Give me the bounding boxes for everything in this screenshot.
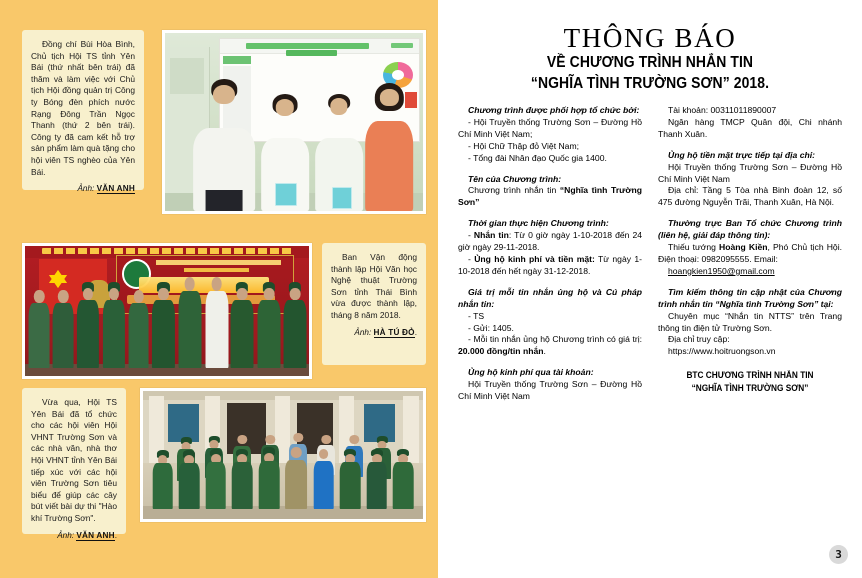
caption-text-1: Đồng chí Bùi Hòa Bình, Chủ tịch Hội TS tỉnh Yên Bái (thứ nhất bên trái) đã thăm và làm việc với Chủ tịch Hội đồng quản trị Công ty Bóng đèn phích nước Rạng Đông Trần Ngọc Thanh (thứ 2 bên trái). Công ty đã cam kết hỗ trợ sản phẩm làm quà tặng cho hội viên TS nghèo của Yên Bái.: [31, 39, 135, 177]
veteran-uniform: [232, 462, 253, 509]
email-link-text[interactable]: hoangkien1950@gmail.com: [668, 265, 775, 276]
attendee: [229, 282, 255, 368]
section-heading: Giá trị mỗi tin nhắn ủng hộ và Cú pháp nhắn tin:: [458, 286, 642, 309]
body-paragraph: Chuyên mục “Nhắn tin NTTS” trên Trang thông tin điện tử Trường Sơn.: [658, 310, 842, 333]
announcement-column-left: [458, 105, 642, 403]
caption-box-2: [322, 243, 426, 365]
credit-label-1: Ảnh:: [77, 184, 95, 194]
attendee: [28, 290, 51, 368]
body-text: Chương trình nhắn tin: [468, 185, 560, 196]
attendee-white-shirt: [205, 291, 228, 368]
section-heading: Thường trực Ban Tổ chức Chương trình (liên hệ, giải đáp thông tin):: [658, 218, 842, 241]
body-paragraph: Địa chỉ: Tầng 5 Tòa nhà Binh đoàn 12, số 475 đường Nguyễn Trãi, Thanh Xuân, Hà Nội.: [658, 185, 842, 208]
attendee-head: [184, 277, 195, 291]
veteran-uniform: [393, 462, 414, 509]
veteran-light-uniform: [285, 460, 307, 509]
attendee-uniform: [53, 303, 74, 369]
announcement-title: THÔNG BÁO: [563, 23, 737, 53]
attendee-uniform: [283, 300, 306, 369]
attendee-head: [34, 290, 44, 303]
body-paragraph: - Tổng đài Nhân đạo Quốc gia 1400.: [468, 152, 607, 163]
body-paragraph: https://www.hoitruongson.vn: [668, 346, 776, 357]
veteran: [258, 447, 280, 508]
announcement-subtitle-line-1: VỀ CHƯƠNG TRÌNH NHẮN TIN: [546, 54, 754, 72]
body-paragraph: - TS: [468, 310, 485, 321]
attendee: [204, 277, 230, 368]
announcement-subtitle-line-2: “NGHĨA TÌNH TRƯỜNG SƠN” 2018.: [530, 75, 770, 93]
body-text: : Từ 0 giờ ngày 1-10-2018 đến 24 giờ ngày 29-11-2018.: [458, 230, 643, 253]
screen-title-bar: [246, 43, 369, 49]
section-heading: Ủng hộ tiền mặt trực tiếp tại địa chỉ:: [668, 149, 815, 160]
body-text: .: [543, 346, 546, 357]
body-paragraph: Ngân hàng TMCP Quân đội, Chi nhánh Thanh Xuân.: [658, 116, 842, 139]
photo-1: [162, 30, 426, 214]
body-paragraph: Hội Truyền thống Trường Sơn – Đường Hồ Chí Minh Việt Nam: [458, 379, 642, 402]
body-emphasis: Hoàng Kiền: [719, 242, 768, 253]
body-text: - Mỗi tin nhắn ủng hộ Chương trình có giá trị:: [468, 334, 642, 345]
body-text: Từ ngày 1-10-2018 đến hết ngày 31-12-2018.: [458, 253, 642, 276]
veteran: [205, 449, 227, 509]
credit-label-2: Ảnh:: [354, 327, 372, 337]
attendee-head: [58, 290, 68, 303]
body-paragraph: [458, 254, 642, 278]
veteran-head: [294, 433, 303, 442]
page-number-badge: 3: [829, 545, 848, 564]
photo-3: [140, 388, 426, 522]
signature-line-2: “NGHĨA TÌNH TRƯỜNG SƠN”: [691, 382, 809, 393]
signature-line-1: BTC CHƯƠNG TRÌNH NHẮN TIN: [686, 370, 814, 381]
veteran: [312, 449, 334, 509]
veteran: [178, 450, 200, 509]
person-2-head: [276, 99, 294, 115]
attendee-uniform: [103, 300, 125, 369]
body-text: , Phó Chủ tịch Hội. Điện thoại: 0982095555. Email:: [658, 242, 842, 264]
person-2: [258, 94, 312, 211]
body-text: -: [468, 230, 474, 241]
credit-name-1: VĂN ANH: [96, 184, 135, 194]
body-paragraph: - Hội Chữ Thập đỏ Việt Nam;: [468, 140, 579, 151]
body-paragraph: [458, 230, 642, 254]
photo-credit-1: [31, 184, 135, 193]
veteran-uniform: [205, 462, 226, 509]
body-text: -: [468, 253, 475, 264]
caption-box-3: [22, 388, 126, 540]
veteran-uniform: [152, 463, 173, 509]
person-3-gift-box: [332, 187, 352, 209]
banner-line-2: [184, 268, 249, 272]
caption-text-2: Ban Vận động thành lập Hội Văn học Nghệ thuật Trường Sơn tỉnh Thái Bình vừa được thành lập, tháng 8 năm 2018.: [331, 252, 417, 320]
veteran-uniform: [366, 462, 387, 509]
photo-block-2: [22, 243, 426, 383]
attendee-uniform: [128, 303, 149, 369]
person-2-gift-box: [275, 183, 297, 206]
photo-1-scene: [165, 33, 423, 211]
credit-suffix-2: .: [414, 327, 417, 337]
attendee-uniform: [152, 300, 174, 369]
section-heading: Chương trình được phối hợp tổ chức bởi:: [468, 105, 640, 115]
credit-name-3: VĂN ANH: [76, 530, 115, 540]
veteran: [366, 449, 388, 509]
veteran-uniform: [179, 463, 200, 509]
attendee-uniform: [29, 303, 50, 369]
veteran-head: [238, 435, 247, 444]
veteran: [231, 449, 253, 509]
attendee-uniform: [178, 291, 201, 368]
person-3: [312, 94, 366, 211]
person-1: [191, 79, 258, 211]
person-4-dress: [366, 121, 414, 211]
screen-menu-chip: [223, 56, 251, 64]
body-emphasis: Nhắn tin: [473, 230, 509, 241]
overhead-slogan-text: [42, 248, 292, 254]
photo-block-1: [22, 30, 426, 222]
photo-credit-3: [31, 531, 117, 540]
veteran: [151, 450, 173, 509]
attendee-uniform: [231, 300, 254, 369]
photo-block-3: [22, 388, 426, 538]
veteran-head: [319, 449, 329, 459]
attendee: [282, 282, 308, 368]
photo-credit-2: [331, 328, 417, 337]
veteran-head: [350, 435, 359, 444]
section-heading: Thời gian thực hiện Chương trình:: [468, 218, 609, 229]
caption-box-1: [22, 30, 144, 194]
email-link[interactable]: [658, 266, 842, 278]
attendee-head: [133, 290, 143, 303]
announcement-column-right: [658, 105, 842, 403]
photo-2: [22, 243, 312, 379]
credit-label-3: Ảnh:: [57, 530, 75, 540]
attendee: [177, 277, 203, 368]
veteran: [284, 447, 308, 508]
veteran: [339, 449, 361, 509]
credit-name-2: HÀ TÚ ĐỎ: [373, 327, 415, 337]
body-paragraph: [658, 242, 842, 266]
body-paragraph: - Gửi: 1405.: [468, 322, 514, 333]
veteran-head: [322, 435, 331, 444]
screen-corner-badge: [391, 43, 413, 49]
body-emphasis: Ủng hộ kinh phí và tiền mặt:: [474, 253, 595, 264]
body-emphasis: 20.000 đồng/tin nhắn: [458, 346, 544, 357]
veteran: [392, 449, 414, 509]
body-paragraph: Địa chỉ truy cập:: [668, 334, 730, 345]
attendee: [102, 282, 126, 368]
person-1-head: [213, 85, 235, 105]
screen-subtitle-bar: [286, 50, 338, 55]
section-heading: Tìm kiếm thông tin cập nhật của Chương trình nhắn tin “Nghĩa tình Trường Sơn” tại:: [658, 286, 842, 309]
attendee-uniform: [77, 300, 99, 369]
caption-text-3: Vừa qua, Hội TS Yên Bái đã tổ chức cho các hội viên Hội VHNT Trường Sơn và các nhà văn, nhà thơ Hội VHNT tỉnh Yên Bái tiếp xúc với các hội viên Trường Sơn tiêu biểu để giúp các cây bút viết bài dự thi "Hào khí Trường Sơn".: [31, 397, 117, 523]
body-paragraph: - Hội Truyền thống Trường Sơn – Đường Hồ Chí Minh Việt Nam;: [458, 116, 642, 139]
person-3-head: [330, 98, 347, 114]
body-paragraph: [458, 185, 642, 209]
attendee-head: [211, 277, 222, 291]
photo-2-scene: [25, 246, 309, 376]
veteran-uniform: [259, 461, 280, 509]
credit-suffix-3: .: [114, 530, 117, 540]
flag-star-icon: [49, 270, 67, 283]
attendee-uniform: [258, 300, 281, 369]
body-emphasis: “Nghĩa tình Trường Sơn”: [458, 185, 642, 208]
attendee: [127, 290, 150, 368]
person-4: [361, 83, 418, 211]
body-text: Thiếu tướng: [668, 242, 720, 253]
right-page: [438, 0, 862, 578]
photo-3-scene: [143, 391, 423, 519]
body-paragraph: Hội Truyền thống Trường Sơn – Đường Hồ Chí Minh Việt Nam: [658, 161, 842, 184]
section-heading: Ủng hộ kinh phí qua tài khoản:: [468, 367, 594, 378]
announcement-body: [438, 95, 862, 403]
person-4-head: [380, 89, 398, 106]
banner-line-1: [156, 260, 281, 265]
veteran-head: [266, 435, 275, 444]
veteran-head: [291, 447, 301, 457]
person-1-trousers: [206, 190, 243, 211]
attendee: [256, 282, 282, 368]
attendee: [151, 282, 175, 368]
body-paragraph: Tài khoản: 00311011890007: [668, 105, 777, 115]
body-paragraph: [458, 334, 642, 358]
attendee: [76, 282, 100, 368]
veteran-uniform: [340, 462, 361, 509]
attendee: [52, 290, 75, 368]
section-heading: Tên của Chương trình:: [468, 173, 562, 184]
veteran-blue-shirt: [313, 461, 334, 509]
announcement-header: [438, 0, 862, 95]
